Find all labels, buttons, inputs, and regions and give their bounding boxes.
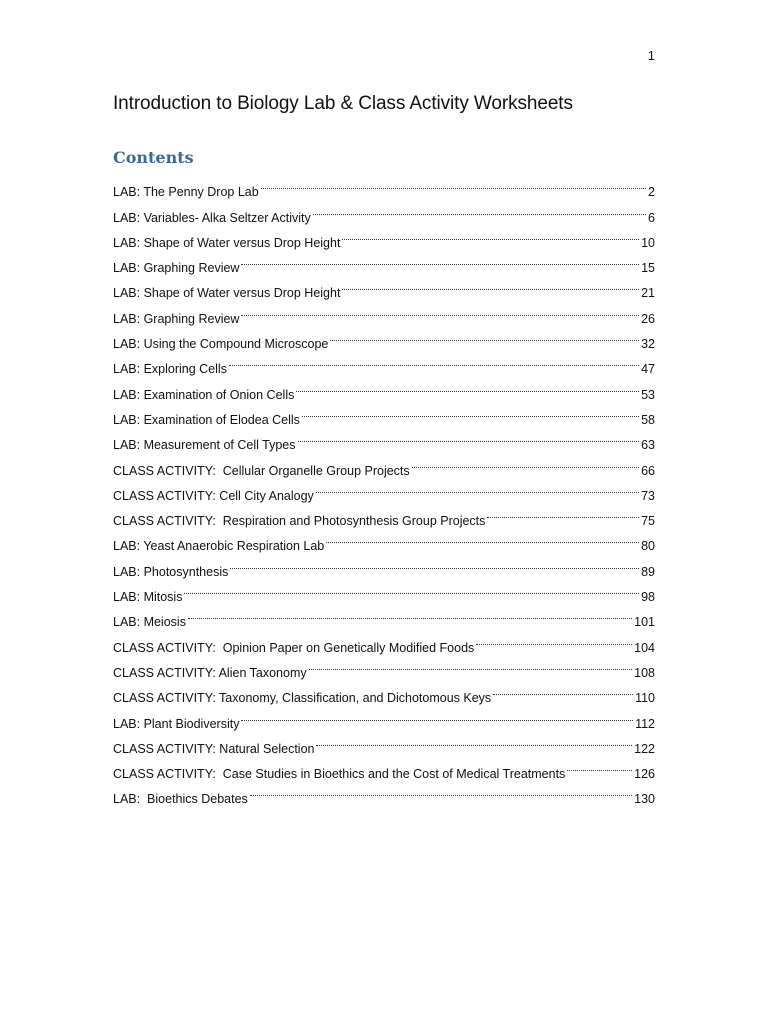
toc-entry-label[interactable]: CLASS ACTIVITY: Case Studies in Bioethics and the Cost of Medical Treatments xyxy=(113,767,566,782)
toc-entry-page-number[interactable]: 73 xyxy=(641,488,655,503)
toc-dot-leader xyxy=(330,323,639,348)
toc-entry-label[interactable]: CLASS ACTIVITY: Alien Taxonomy xyxy=(113,665,307,680)
toc-entry-label[interactable]: LAB: Measurement of Cell Types xyxy=(113,438,296,453)
toc-entry-label[interactable]: LAB: Bioethics Debates xyxy=(113,792,248,807)
toc-entry[interactable] xyxy=(113,601,655,630)
toc-entry-label[interactable]: LAB: Graphing Review xyxy=(113,261,240,276)
toc-entry[interactable] xyxy=(113,626,655,655)
toc-entry-page-number[interactable]: 126 xyxy=(634,767,655,782)
toc-dot-leader xyxy=(184,576,639,601)
toc-dot-leader xyxy=(298,424,640,449)
toc-entry-page-number[interactable]: 130 xyxy=(634,792,655,807)
toc-dot-leader xyxy=(316,475,639,500)
page-number: 1 xyxy=(647,48,655,63)
toc-entry-label[interactable]: LAB: Photosynthesis xyxy=(113,564,229,579)
toc-dot-leader xyxy=(493,677,633,702)
toc-entry-label[interactable]: CLASS ACTIVITY: Cell City Analogy xyxy=(113,488,314,503)
toc-dot-leader xyxy=(241,297,639,322)
table-of-contents xyxy=(113,171,655,807)
toc-entry-label[interactable]: LAB: Mitosis xyxy=(113,590,183,605)
toc-dot-leader xyxy=(313,196,646,221)
toc-entry-page-number[interactable]: 112 xyxy=(635,716,655,731)
toc-entry[interactable] xyxy=(113,171,655,200)
toc-entry-page-number[interactable]: 80 xyxy=(641,539,655,554)
toc-entry-page-number[interactable]: 101 xyxy=(634,615,655,630)
toc-entry-label[interactable]: LAB: Shape of Water versus Drop Height xyxy=(113,235,341,250)
toc-entry-label[interactable]: LAB: Graphing Review xyxy=(113,311,240,326)
toc-entry-label[interactable]: CLASS ACTIVITY: Cellular Organelle Group Projects xyxy=(113,463,410,478)
toc-entry-label[interactable]: LAB: Exploring Cells xyxy=(113,362,227,377)
toc-entry-page-number[interactable]: 63 xyxy=(641,438,655,453)
toc-dot-leader xyxy=(342,272,639,297)
toc-entry-page-number[interactable]: 10 xyxy=(641,235,655,250)
toc-entry-page-number[interactable]: 104 xyxy=(634,640,655,655)
toc-entry-page-number[interactable]: 122 xyxy=(634,741,655,756)
toc-dot-leader xyxy=(230,550,639,575)
toc-entry-page-number[interactable]: 108 xyxy=(634,665,655,680)
toc-entry-page-number[interactable]: 47 xyxy=(641,362,655,377)
toc-entry-page-number[interactable]: 2 xyxy=(648,185,655,200)
toc-entry-page-number[interactable]: 66 xyxy=(641,463,655,478)
toc-dot-leader xyxy=(241,702,633,727)
toc-entry-label[interactable]: LAB: Examination of Elodea Cells xyxy=(113,412,300,427)
toc-entry-label[interactable]: LAB: Meiosis xyxy=(113,615,186,630)
toc-dot-leader xyxy=(261,171,646,196)
toc-entry-label[interactable]: CLASS ACTIVITY: Taxonomy, Classification, and Dichotomous Keys xyxy=(113,691,492,706)
document-title: Introduction to Biology Lab & Class Activity Worksheets xyxy=(113,93,573,114)
toc-entry[interactable] xyxy=(113,576,655,605)
toc-entry-label[interactable]: CLASS ACTIVITY: Respiration and Photosynthesis Group Projects xyxy=(113,514,486,529)
toc-entry-page-number[interactable]: 75 xyxy=(641,514,655,529)
toc-dot-leader xyxy=(412,449,639,474)
toc-dot-leader xyxy=(487,500,639,525)
toc-dot-leader xyxy=(296,373,639,398)
toc-entry-page-number[interactable]: 98 xyxy=(641,590,655,605)
toc-entry-page-number[interactable]: 89 xyxy=(641,564,655,579)
toc-entry-page-number[interactable]: 6 xyxy=(648,210,655,225)
toc-entry-page-number[interactable]: 53 xyxy=(641,387,655,402)
toc-entry-label[interactable]: CLASS ACTIVITY: Natural Selection xyxy=(113,741,315,756)
toc-entry-label[interactable]: LAB: Shape of Water versus Drop Height xyxy=(113,286,341,301)
toc-dot-leader xyxy=(316,728,632,753)
toc-dot-leader xyxy=(250,778,632,803)
contents-heading: Contents xyxy=(113,148,194,167)
toc-entry-label[interactable]: LAB: Using the Compound Microscope xyxy=(113,337,329,352)
toc-dot-leader xyxy=(326,525,639,550)
toc-entry-label[interactable]: LAB: Plant Biodiversity xyxy=(113,716,240,731)
toc-entry-page-number[interactable]: 21 xyxy=(641,286,655,301)
toc-dot-leader xyxy=(241,247,639,272)
toc-dot-leader xyxy=(302,399,639,424)
toc-entry-page-number[interactable]: 58 xyxy=(641,412,655,427)
toc-entry-label[interactable]: LAB: Examination of Onion Cells xyxy=(113,387,295,402)
toc-entry-label[interactable]: LAB: Yeast Anaerobic Respiration Lab xyxy=(113,539,325,554)
toc-dot-leader xyxy=(342,222,639,247)
toc-entry-page-number[interactable]: 110 xyxy=(635,691,655,706)
toc-dot-leader xyxy=(309,652,633,677)
toc-entry-label[interactable]: LAB: The Penny Drop Lab xyxy=(113,185,259,200)
toc-entry-label[interactable]: CLASS ACTIVITY: Opinion Paper on Genetically Modified Foods xyxy=(113,640,475,655)
toc-entry-page-number[interactable]: 32 xyxy=(641,337,655,352)
toc-entry-page-number[interactable]: 15 xyxy=(641,261,655,276)
toc-entry-page-number[interactable]: 26 xyxy=(641,311,655,326)
toc-dot-leader xyxy=(229,348,639,373)
toc-dot-leader xyxy=(567,753,632,778)
toc-dot-leader xyxy=(188,601,632,626)
toc-dot-leader xyxy=(476,626,632,651)
toc-entry-label[interactable]: LAB: Variables- Alka Seltzer Activity xyxy=(113,210,311,225)
